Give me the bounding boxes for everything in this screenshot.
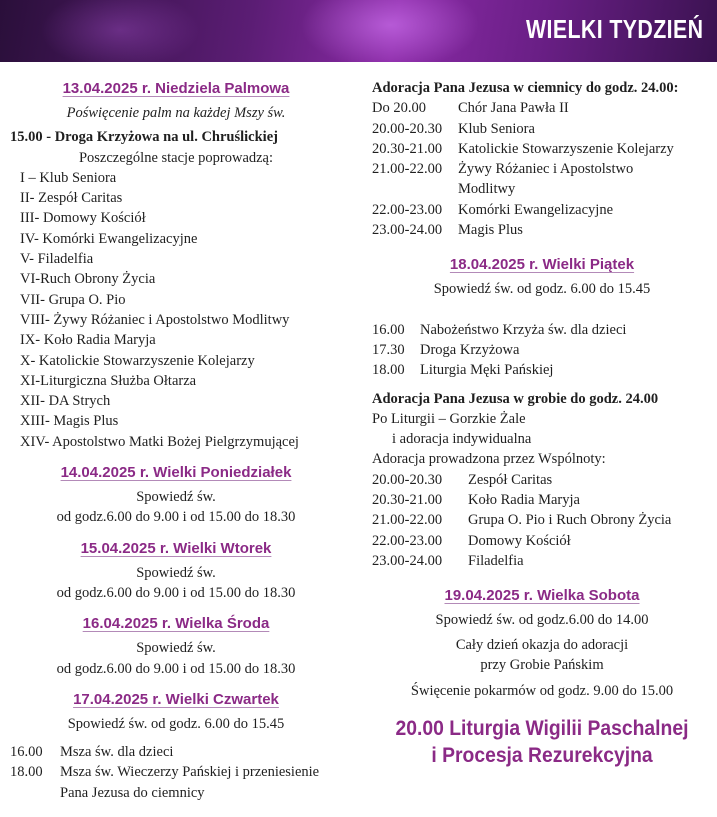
station-item: VII- Grupa O. Pio: [20, 291, 126, 308]
schedule-row: [372, 470, 712, 490]
friday-schedule: [372, 320, 712, 381]
schedule-time: 16.00: [10, 744, 43, 761]
adoration-friday-line1: Po Liturgii – Gorzkie Żale: [372, 410, 526, 427]
station-item: IX- Koło Radia Maryja: [20, 332, 156, 349]
saturday-adoration-line2: przy Grobie Pańskim: [480, 656, 604, 673]
palm-sunday-heading: 13.04.2025 r. Niedziela Palmowa: [62, 80, 290, 97]
schedule-desc: Zespół Caritas: [468, 471, 553, 488]
station-item: VIII- Żywy Różaniec i Apostolstwo Modlitwy: [20, 311, 290, 328]
station-item: XI-Liturgiczna Służba Ołtarza: [20, 372, 197, 389]
banner-title: WIELKI TYDZIEŃ: [525, 14, 703, 44]
schedule-row: [372, 139, 712, 159]
schedule-row: [10, 762, 342, 803]
schedule-desc: Koło Radia Maryja: [468, 492, 580, 509]
saturday-heading: 19.04.2025 r. Wielka Sobota: [444, 587, 640, 605]
schedule-row: [372, 200, 712, 220]
schedule-time: 21.00-22.00: [372, 161, 443, 178]
schedule-row: [10, 742, 342, 762]
schedule-time: 22.00-23.00: [372, 201, 443, 218]
schedule-row: [372, 159, 712, 200]
schedule-time: 23.00-24.00: [372, 552, 443, 569]
schedule-desc: Liturgia Męki Pańskiej: [420, 362, 554, 379]
schedule-desc: Domowy Kościół: [468, 532, 571, 549]
easter-vigil-line2: i Procesja Rezurekcyjna: [431, 744, 653, 768]
schedule-row: [372, 220, 712, 240]
schedule-desc: Katolickie Stowarzyszenie Kolejarzy: [458, 140, 674, 157]
wednesday-heading: 16.04.2025 r. Wielka Środa: [82, 615, 270, 633]
schedule-desc: Msza św. dla dzieci: [60, 744, 174, 761]
friday-confession: Spowiedź św. od godz. 6.00 do 15.45: [433, 281, 651, 298]
schedule-row: [372, 531, 712, 551]
adoration-friday-list: [372, 470, 712, 571]
way-of-cross-title: 15.00 - Droga Krzyżowa na ul. Chruślickiej: [10, 129, 278, 146]
banner-glow: [40, 0, 200, 62]
tuesday-line1: Spowiedź św.: [136, 564, 216, 581]
schedule-desc: Chór Jana Pawła II: [458, 100, 569, 117]
saturday-confession: Spowiedź św. od godz.6.00 do 14.00: [435, 612, 649, 629]
stations-list: [10, 168, 342, 452]
schedule-desc: Żywy Różaniec i Apostolstwo Modlitwy: [458, 161, 634, 198]
adoration-thursday-title: Adoracja Pana Jezusa w ciemnicy do godz. 24.00:: [372, 80, 679, 96]
schedule-desc: Msza św. Wieczerzy Pańskiej i przeniesienie Pana Jezusa do ciemnicy: [60, 764, 320, 801]
adoration-friday-title: Adoracja Pana Jezusa w grobie do godz. 24.00: [372, 390, 659, 407]
thursday-schedule: [10, 742, 342, 803]
wednesday-line2: od godz.6.00 do 9.00 i od 15.00 do 18.30: [56, 660, 296, 677]
schedule-time: 22.00-23.00: [372, 532, 443, 549]
station-item: XIII- Magis Plus: [20, 413, 119, 430]
schedule-time: 18.00: [10, 764, 43, 781]
schedule-row: [372, 551, 712, 571]
schedule-desc: Grupa O. Pio i Ruch Obrony Życia: [468, 512, 672, 529]
tuesday-heading: 15.04.2025 r. Wielki Wtorek: [80, 539, 272, 557]
right-column: [372, 78, 712, 769]
banner-glow: [300, 0, 480, 62]
easter-vigil-line1: 20.00 Liturgia Wigilii Paschalnej: [395, 717, 689, 741]
schedule-time: 20.00-20.30: [372, 471, 443, 488]
left-column: [10, 78, 342, 803]
schedule-row: [372, 119, 712, 139]
easter-vigil: [386, 715, 699, 769]
thursday-heading: 17.04.2025 r. Wielki Czwartek: [73, 690, 279, 708]
schedule-desc: Komórki Ewangelizacyjne: [458, 201, 614, 218]
adoration-friday-line2: i adoracja indywidualna: [392, 431, 532, 448]
schedule-row: [372, 340, 712, 360]
station-item: VI-Ruch Obrony Życia: [20, 271, 156, 288]
schedule-time: 16.00: [372, 321, 405, 338]
schedule-desc: Klub Seniora: [458, 120, 535, 137]
schedule-row: [372, 98, 712, 118]
schedule-row: [372, 510, 712, 530]
station-item: X- Katolickie Stowarzyszenie Kolejarzy: [20, 352, 255, 369]
station-item: I – Klub Seniora: [20, 169, 117, 186]
schedule-time: 18.00: [372, 362, 405, 379]
schedule-time: Do 20.00: [372, 100, 426, 117]
schedule-desc: Magis Plus: [458, 222, 523, 239]
schedule-desc: Droga Krzyżowa: [420, 341, 520, 358]
station-item: II- Zespół Caritas: [20, 190, 123, 207]
monday-line2: od godz.6.00 do 9.00 i od 15.00 do 18.30: [56, 509, 296, 526]
monday-line1: Spowiedź św.: [136, 489, 216, 506]
schedule-desc: Nabożeństwo Krzyża św. dla dzieci: [420, 321, 627, 338]
wednesday-line1: Spowiedź św.: [136, 640, 216, 657]
header-banner: [0, 0, 717, 62]
schedule-desc: Filadelfia: [468, 552, 524, 569]
friday-heading: 18.04.2025 r. Wielki Piątek: [449, 256, 635, 274]
schedule-time: 23.00-24.00: [372, 222, 443, 239]
station-item: XIV- Apostolstwo Matki Bożej Pielgrzymującej: [20, 433, 299, 450]
way-of-cross-subtitle: Poszczególne stacje poprowadzą:: [78, 149, 274, 166]
schedule-time: 17.30: [372, 341, 405, 358]
schedule-time: 20.00-20.30: [372, 120, 443, 137]
thursday-confession: Spowiedź św. od godz. 6.00 do 15.45: [67, 715, 285, 732]
saturday-adoration-line1: Cały dzień okazja do adoracji: [455, 636, 629, 653]
palm-note: Poświęcenie palm na każdej Mszy św.: [66, 105, 286, 121]
schedule-row: [372, 490, 712, 510]
station-item: XII- DA Strych: [20, 393, 111, 410]
station-item: III- Domowy Kościół: [20, 210, 146, 227]
saturday-blessing: Święcenie pokarmów od godz. 9.00 do 15.00: [410, 683, 674, 700]
station-item: V- Filadelfia: [20, 251, 94, 268]
schedule-time: 20.30-21.00: [372, 140, 443, 157]
tuesday-line2: od godz.6.00 do 9.00 i od 15.00 do 18.30: [56, 584, 296, 601]
station-item: IV- Komórki Ewangelizacyjne: [20, 230, 198, 247]
schedule-time: 21.00-22.00: [372, 512, 443, 529]
monday-heading: 14.04.2025 r. Wielki Poniedziałek: [60, 464, 292, 482]
schedule-row: [372, 360, 712, 380]
adoration-friday-line3: Adoracja prowadzona przez Wspólnoty:: [372, 451, 606, 468]
schedule-row: [372, 320, 712, 340]
schedule-time: 20.30-21.00: [372, 492, 443, 509]
adoration-thursday-list: [372, 98, 712, 240]
